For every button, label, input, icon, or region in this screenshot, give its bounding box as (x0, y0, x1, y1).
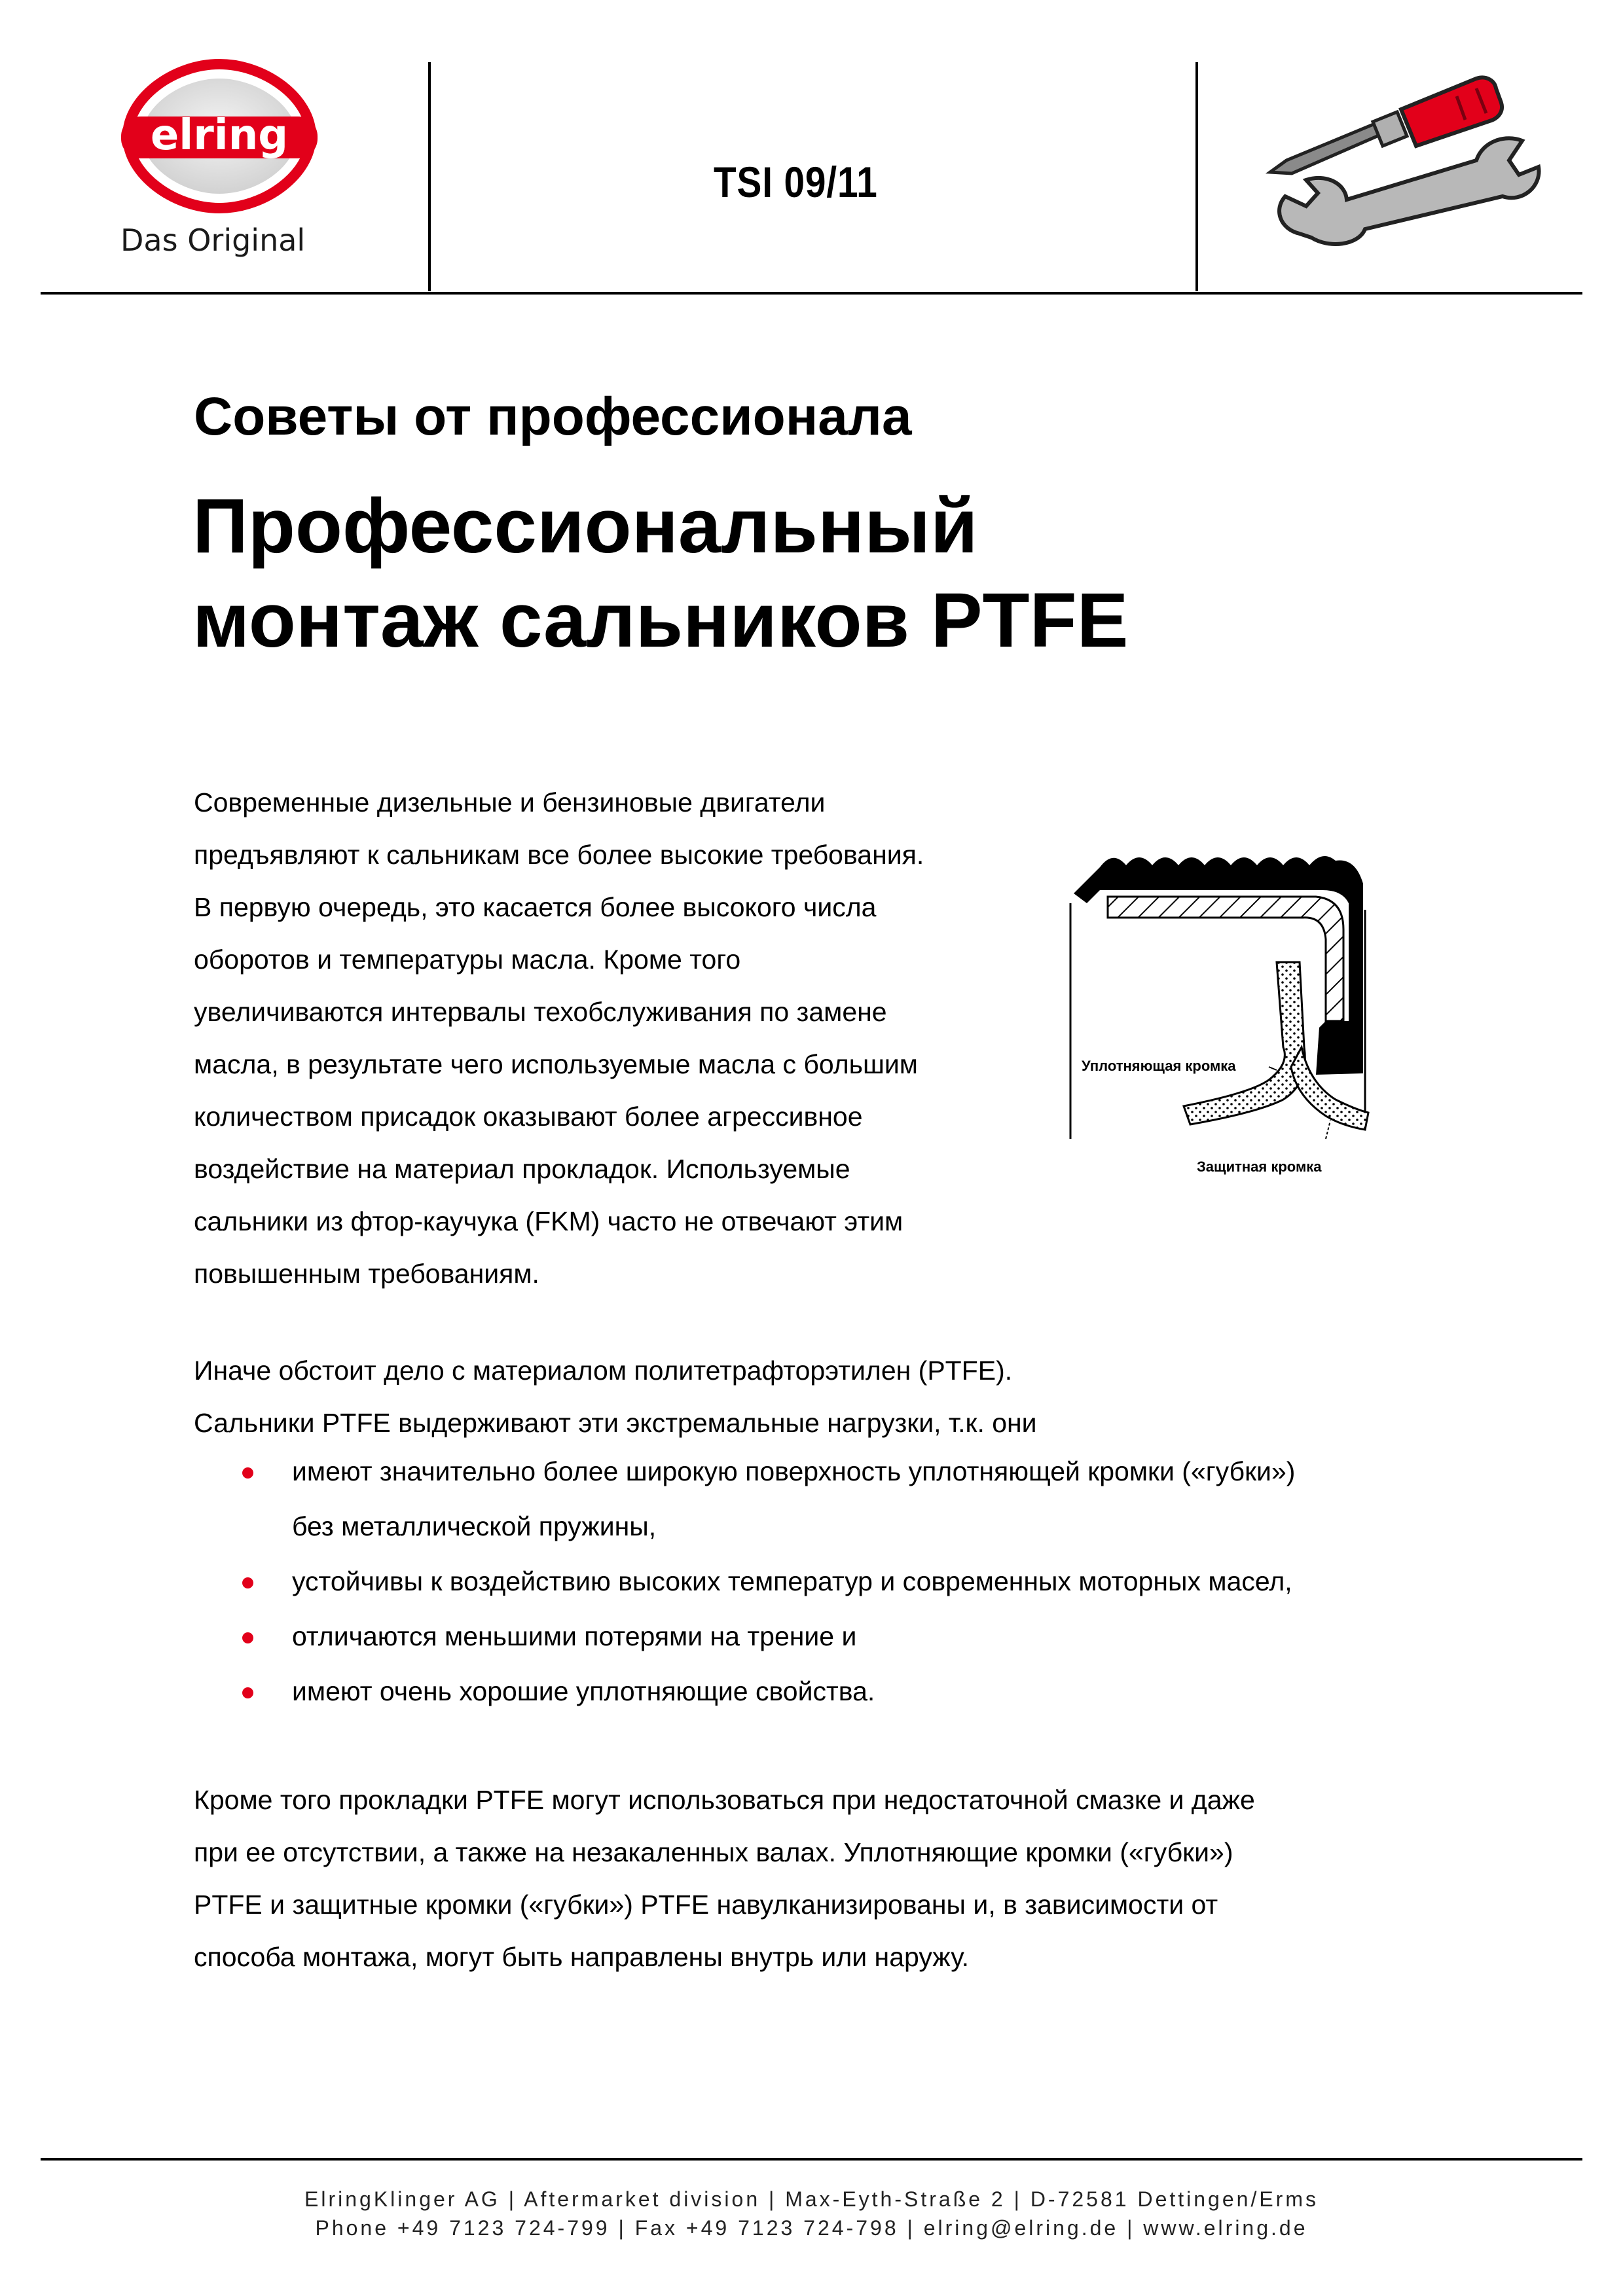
intro-line: сальники из фтор-каучука (FKM) часто не отвечают этим (194, 1206, 903, 1236)
tools-icon (1260, 62, 1548, 252)
seal-diagram (1061, 831, 1401, 1198)
header-divider-right (1195, 62, 1198, 291)
main-title (192, 479, 1128, 668)
logo-text: elring (150, 111, 289, 160)
main-title-line-2: монтаж сальников PTFE (192, 577, 1129, 664)
ptfe-paragraph (194, 1344, 1037, 1449)
header-rule (41, 292, 1582, 295)
intro-line: предъявляют к сальникам все более высокие требования. (194, 840, 924, 870)
protective-lip-label: Защитная кромка (1197, 1158, 1322, 1175)
doc-code: TSI 09/11 (714, 158, 878, 206)
closing-line: способа монтажа, могут быть направлены внутрь или наружу. (194, 1942, 969, 1972)
intro-paragraph (194, 776, 924, 1300)
intro-line: количеством присадок оказывают более агрессивное (194, 1102, 863, 1132)
closing-line: при ее отсутствии, а также на незакаленных валах. Уплотняющие кромки («губки») (194, 1837, 1233, 1867)
bullet-dot (242, 1467, 253, 1479)
closing-line: PTFE и защитные кромки («губки») PTFE навулканизированы и, в зависимости от (194, 1890, 1218, 1920)
ptfe-line: Сальники PTFE выдерживают эти экстремальные нагрузки, т.к. они (194, 1408, 1037, 1438)
intro-line: увеличиваются интервалы техобслуживания по замене (194, 997, 887, 1027)
intro-line: повышенным требованиям. (194, 1259, 539, 1289)
bullet-text: имеют очень хорошие уплотняющие свойства. (292, 1676, 875, 1706)
bullet-dot (242, 1687, 253, 1698)
header-divider-left (428, 62, 431, 291)
intro-line: масла, в результате чего используемые масла с большим (194, 1049, 918, 1079)
footer-contact: Phone +49 7123 724-799 | Fax +49 7123 724-798 | elring@elring.de | www.elring.de (315, 2216, 1308, 2240)
bullet-text: отличаются меньшими потерями на трение и (292, 1621, 857, 1651)
subtitle: Советы от профессионала (194, 387, 912, 446)
closing-line: Кроме того прокладки PTFE могут использоваться при недостаточной смазке и даже (194, 1785, 1255, 1815)
main-title-line-1: Профессиональный (192, 483, 978, 569)
bullet-text: имеют значительно более широкую поверхность уплотняющей кромки («губки») (292, 1456, 1296, 1486)
elring-logo (115, 59, 324, 216)
ptfe-bullet-list (292, 1444, 1536, 1706)
bullet-dot (242, 1577, 253, 1588)
bullet-text: устойчивы к воздействию высоких температур и современных моторных масел, (292, 1566, 1292, 1596)
sealing-lip-label: Уплотняющая кромка (1082, 1058, 1236, 1074)
bullet-dot (242, 1632, 253, 1643)
intro-line: воздействие на материал прокладок. Используемые (194, 1154, 850, 1184)
logo-tagline: Das Original (120, 223, 306, 258)
footer-address: ElringKlinger AG | Aftermarket division | Max-Eyth-Straße 2 | D-72581 Dettingen/Erms (304, 2187, 1319, 2211)
intro-line: Современные дизельные и бензиновые двигатели (194, 787, 826, 817)
bullet-text-continued: без металлической пружины, (292, 1511, 657, 1541)
closing-paragraph (194, 1774, 1255, 1983)
intro-line: В первую очередь, это касается более высокого числа (194, 892, 877, 922)
footer-rule (41, 2158, 1582, 2161)
ptfe-line: Иначе обстоит дело с материалом политетрафторэтилен (PTFE). (194, 1355, 1013, 1386)
intro-line: оборотов и температуры масла. Кроме того (194, 944, 741, 975)
